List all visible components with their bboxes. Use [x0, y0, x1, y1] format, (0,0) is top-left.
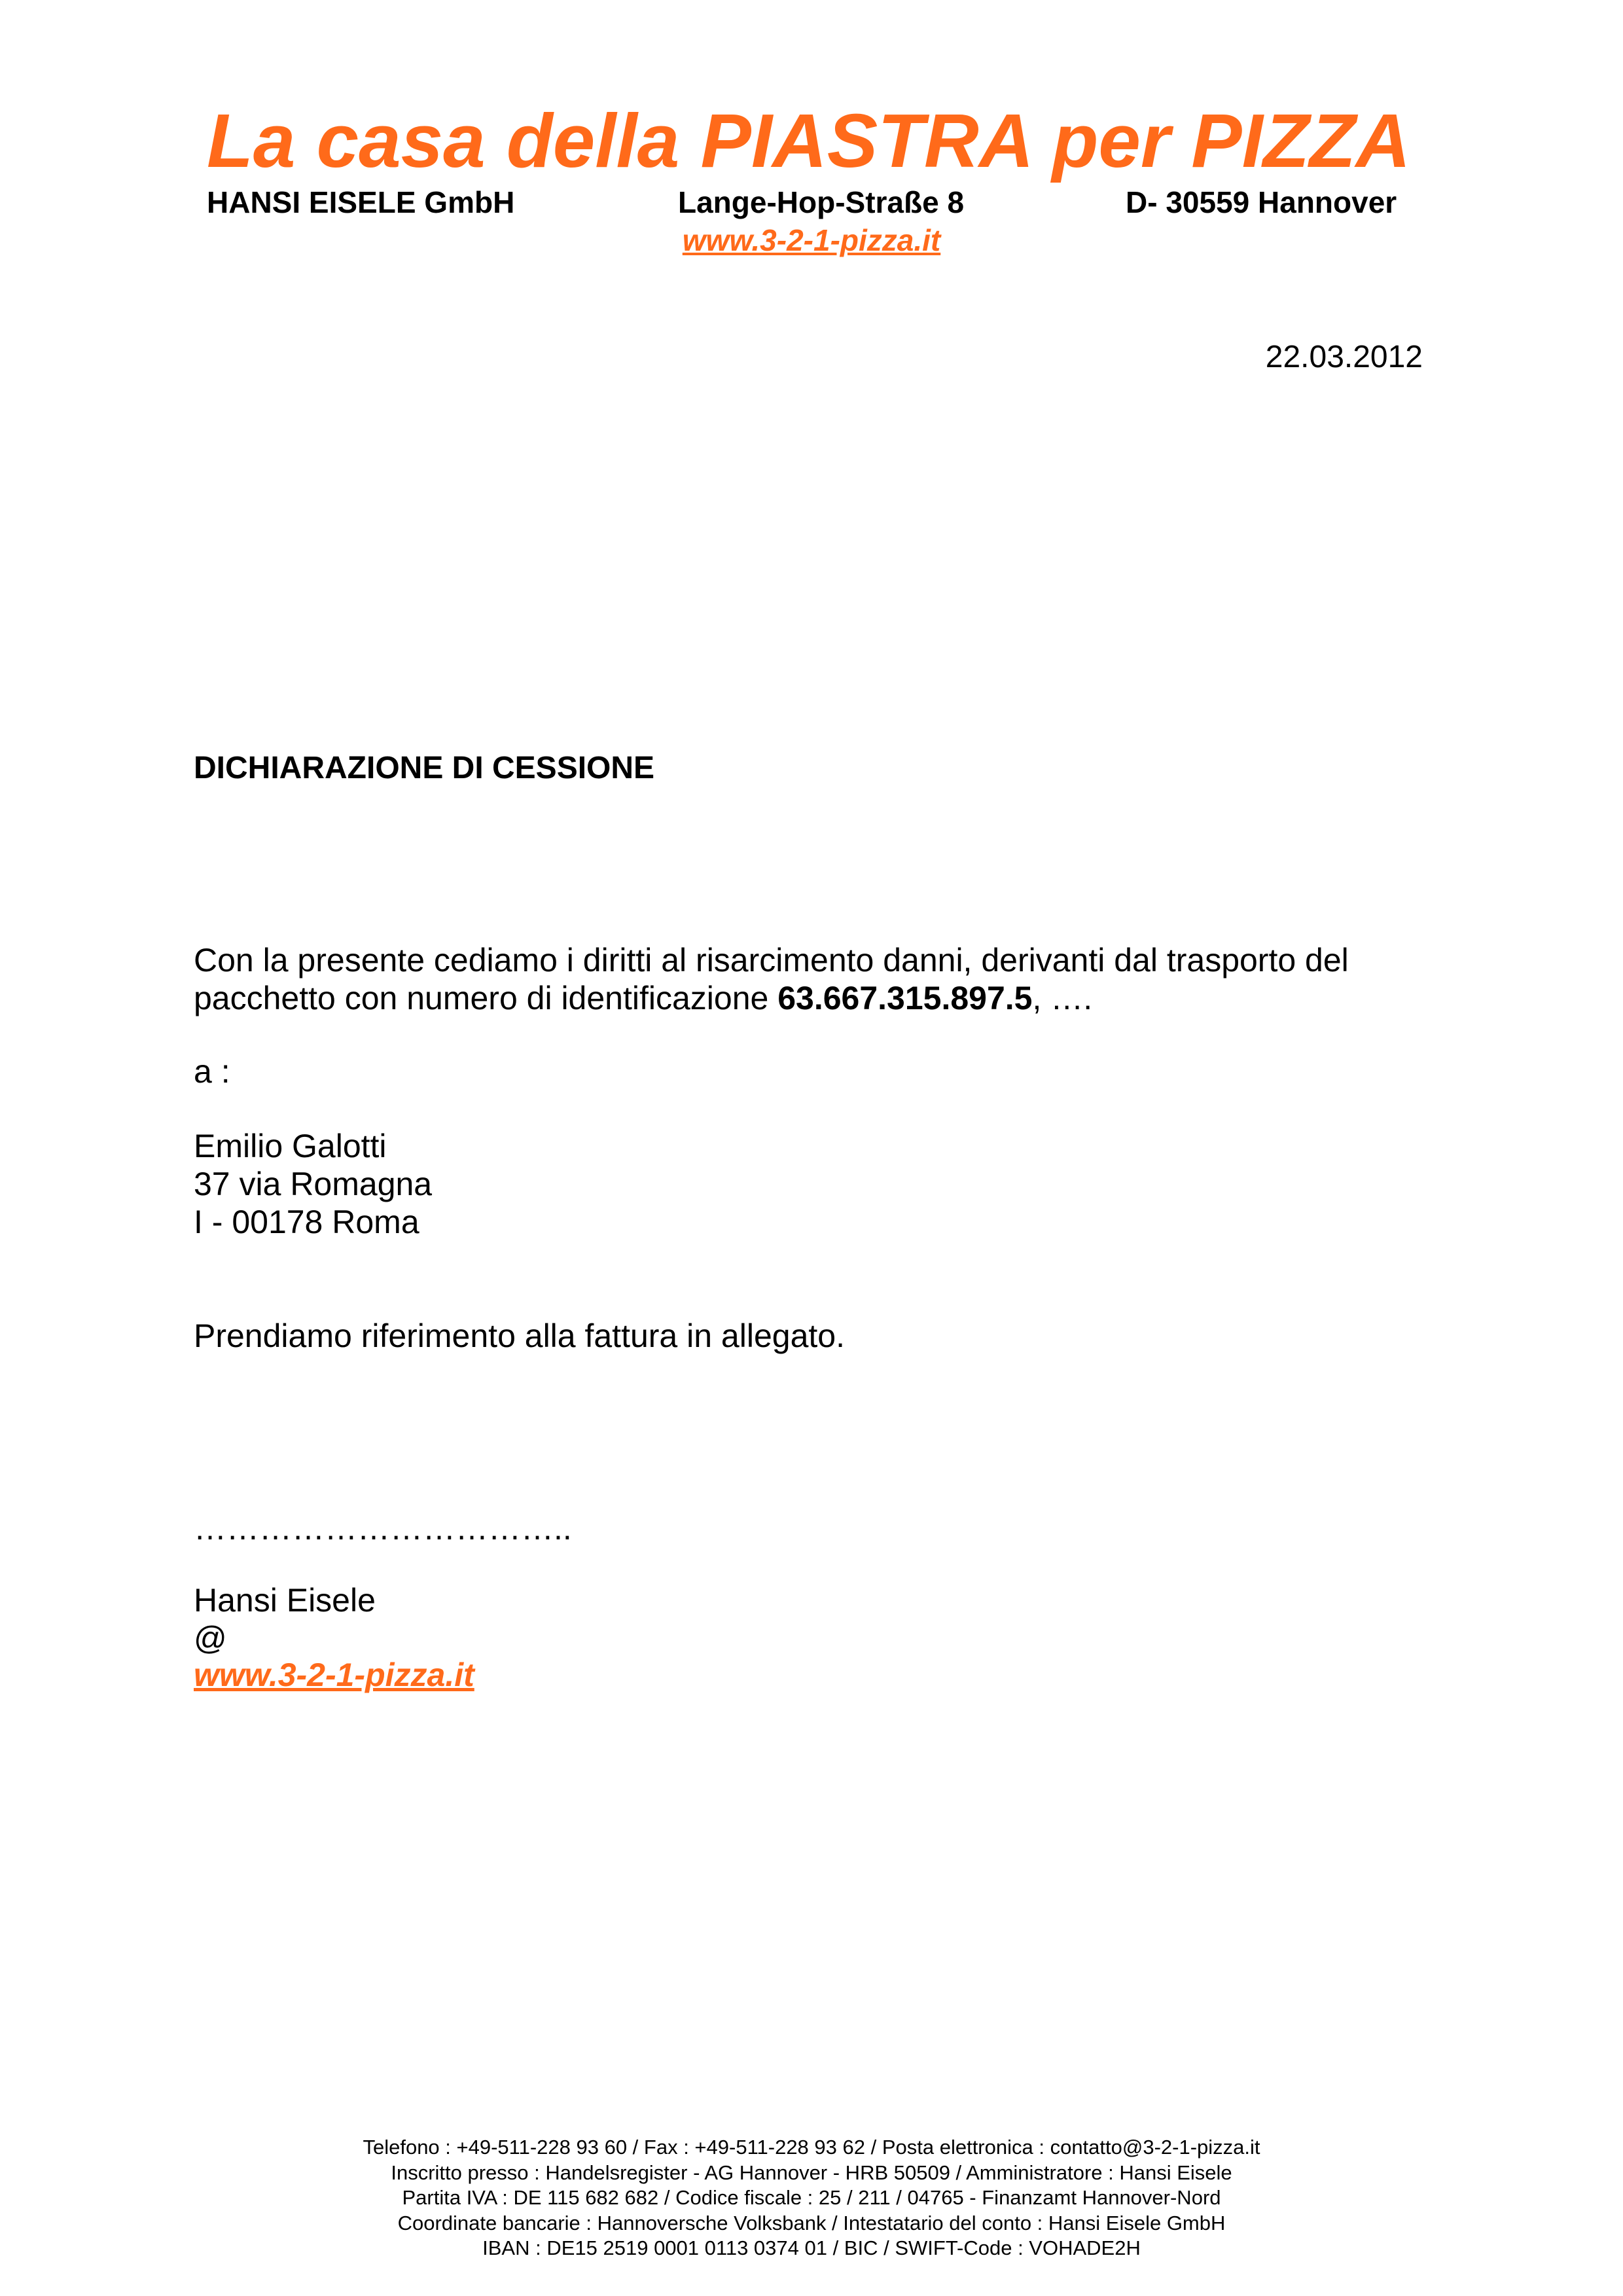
header-website	[0, 223, 1623, 258]
paragraph-line-2-suffix: , ….	[1032, 980, 1093, 1016]
letterhead-title: La casa della PIASTRA per PIZZA	[207, 98, 1411, 183]
recipient-street: 37 via Romagna	[194, 1166, 433, 1202]
company-name: HANSI EISELE GmbH	[207, 185, 515, 219]
at-symbol: @	[194, 1620, 227, 1657]
footer	[0, 2135, 1623, 2261]
header-website-link[interactable]: www.3-2-1-pizza.it	[682, 223, 941, 257]
letter-subject: DICHIARAZIONE DI CESSIONE	[194, 751, 655, 785]
tracking-number: 63.667.315.897.5	[777, 980, 1033, 1016]
recipient-address	[194, 1127, 432, 1241]
company-street: Lange-Hop-Straße 8	[678, 185, 965, 219]
company-city: D- 30559 Hannover	[1126, 185, 1397, 219]
footer-line-registry: Inscritto presso : Handelsregister - AG Hannover - HRB 50509 / Amministratore : Hansi Eisele	[391, 2161, 1232, 2184]
footer-line-contacts: Telefono : +49-511-228 93 60 / Fax : +49-511-228 93 62 / Posta elettronica : contatto@3-2-1-pizza.it	[363, 2136, 1260, 2159]
signature-website-link[interactable]: www.3-2-1-pizza.it	[194, 1657, 474, 1693]
letter-date: 22.03.2012	[1265, 340, 1423, 374]
signature-line: ……………………………..	[194, 1510, 572, 1547]
paragraph-line-2-prefix: pacchetto con numero di identificazione	[194, 980, 778, 1016]
signature-block	[194, 1581, 376, 1657]
footer-line-tax: Partita IVA : DE 115 682 682 / Codice fiscale : 25 / 211 / 04765 - Finanzamt Hannover-Nord	[402, 2186, 1221, 2209]
recipient-city: I - 00178 Roma	[194, 1204, 419, 1240]
letter-paragraph	[194, 941, 1349, 1017]
signer-name: Hansi Eisele	[194, 1582, 376, 1619]
footer-line-bank: Coordinate bancarie : Hannoversche Volksbank / Intestatario del conto : Hansi Eisele GmbH	[397, 2211, 1226, 2234]
paragraph-line-2	[194, 979, 1349, 1017]
to-label: a :	[194, 1053, 230, 1090]
reference-text: Prendiamo riferimento alla fattura in allegato.	[194, 1318, 845, 1354]
recipient-name: Emilio Galotti	[194, 1128, 387, 1164]
footer-line-iban: IBAN : DE15 2519 0001 0113 0374 01 / BIC / SWIFT-Code : VOHADE2H	[482, 2236, 1141, 2259]
paragraph-line-1: Con la presente cediamo i diritti al risarcimento danni, derivanti dal trasporto del	[194, 942, 1349, 978]
